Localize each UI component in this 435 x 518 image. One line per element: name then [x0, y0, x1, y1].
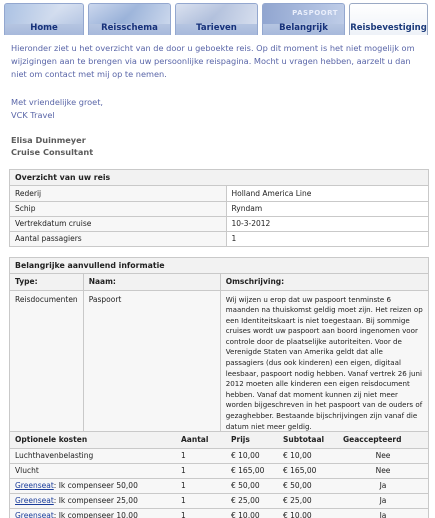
- cost-subtotal: € 25,00: [278, 493, 338, 508]
- cost-item-cell: [10, 508, 176, 518]
- consultant-name: Elisa Duinmeyer: [11, 135, 86, 145]
- costs-header-subtotal: Subtotaal: [278, 432, 338, 448]
- overview-value: Holland America Line: [226, 186, 428, 201]
- info-table: [10, 274, 428, 435]
- tab-reisbevestiging[interactable]: [349, 3, 428, 35]
- tab-photo: [5, 4, 83, 24]
- cost-item: : Ik compenseer 10,00: [53, 511, 138, 518]
- tab-tarieven[interactable]: [175, 3, 258, 35]
- table-row: [10, 216, 428, 231]
- overview-label: Rederij: [10, 186, 226, 201]
- info-header-desc: Omschrijving:: [220, 274, 428, 290]
- table-row: [10, 186, 428, 201]
- cost-subtotal: € 10,00: [278, 508, 338, 518]
- cost-price: € 25,00: [226, 493, 278, 508]
- cost-qty: 1: [176, 478, 226, 493]
- overview-table: [10, 186, 428, 246]
- info-section: [9, 257, 429, 436]
- table-row: [10, 201, 428, 216]
- overview-label: Aantal passagiers: [10, 231, 226, 246]
- costs-header-item: Optionele kosten: [10, 432, 176, 448]
- costs-header-accepted: Geaccepteerd: [338, 432, 428, 448]
- costs-header-price: Prijs: [226, 432, 278, 448]
- overview-title: Overzicht van uw reis: [10, 170, 428, 186]
- table-row: [10, 508, 428, 518]
- greeting-line: Met vriendelijke groet,: [11, 97, 104, 107]
- overview-value: 10-3-2012: [226, 216, 428, 231]
- intro-text: Hieronder ziet u het overzicht van de door u geboekte reis. Op dit moment is het niet mogelijk om wijzigingen aan te brengen via uw persoonlijke reispagina. Mocht u vragen hebben, aarzelt u dan niet om contact met mij op te nemen.: [11, 43, 415, 79]
- table-row: [10, 448, 428, 463]
- table-header-row: [10, 432, 428, 448]
- tab-reisschema[interactable]: [88, 3, 171, 35]
- signature: [11, 134, 93, 158]
- cost-item: : Ik compenseer 50,00: [53, 481, 138, 490]
- company-name: VCK Travel: [11, 110, 55, 120]
- tab-belangrijk-label: Belangrijk: [279, 23, 328, 33]
- info-header-name: Naam:: [83, 274, 220, 290]
- table-row: [10, 290, 428, 435]
- cost-subtotal: € 50,00: [278, 478, 338, 493]
- cost-price: € 10,00: [226, 448, 278, 463]
- table-row: [10, 478, 428, 493]
- greenseat-link[interactable]: Greenseat: [15, 481, 54, 490]
- cost-item-cell: [10, 478, 176, 493]
- tab-home-label: Home: [30, 23, 58, 33]
- info-description: Wij wijzen u erop dat uw paspoort tenminste 6 maanden na thuiskomst geldig moet zijn. Het reizen op een Identiteitskaart is niet toegestaan. Bij sommige cruises wordt uw paspoort aan boord ingenomen voor controle door de plaatselijke autoriteiten. Voor de Verenigde Staten van Amerika geldt dat alle passagiers (dus ook kinderen) een eigen, digitaal leesbaar, paspoort nodig hebben. Vanaf vertrek 26 juni 2012 moeten alle kinderen een eigen reisdocument hebben. Vanaf dat moment kunnen zij niet meer worden bijgeschreven in het paspoort van de ouders of gezaghebber. Bestaande bijschrijvingen zijn vanaf die datum niet meer geldig.: [220, 290, 428, 435]
- overview-label: Schip: [10, 201, 226, 216]
- cost-item: Vlucht: [10, 463, 176, 478]
- tab-photo-text: PASPOORT: [292, 9, 338, 17]
- table-header-row: [10, 274, 428, 290]
- cost-accepted: Nee: [338, 448, 428, 463]
- greenseat-link[interactable]: Greenseat: [15, 511, 54, 518]
- cost-qty: 1: [176, 493, 226, 508]
- table-row: [10, 463, 428, 478]
- main-nav-tabs: [4, 3, 430, 35]
- info-type: Reisdocumenten: [10, 290, 83, 435]
- overview-value: 1: [226, 231, 428, 246]
- cost-price: € 50,00: [226, 478, 278, 493]
- greenseat-link[interactable]: Greenseat: [15, 496, 54, 505]
- tab-photo: [176, 4, 257, 24]
- tab-reisbevestiging-label: Reisbevestiging: [350, 23, 427, 33]
- consultant-role: Cruise Consultant: [11, 147, 94, 157]
- costs-header-qty: Aantal: [176, 432, 226, 448]
- cost-item: : Ik compenseer 25,00: [53, 496, 138, 505]
- table-row: [10, 231, 428, 246]
- cost-accepted: Nee: [338, 463, 428, 478]
- cost-accepted: Ja: [338, 493, 428, 508]
- greeting: [11, 96, 103, 122]
- cost-accepted: Ja: [338, 508, 428, 518]
- info-name: Paspoort: [83, 290, 220, 435]
- overview-section: [9, 169, 429, 247]
- cost-item-cell: [10, 493, 176, 508]
- costs-section: [9, 431, 429, 518]
- cost-qty: 1: [176, 448, 226, 463]
- costs-table: [10, 432, 428, 518]
- overview-value: Ryndam: [226, 201, 428, 216]
- tab-home[interactable]: [4, 3, 84, 35]
- cost-qty: 1: [176, 463, 226, 478]
- tab-reisschema-label: Reisschema: [101, 23, 158, 33]
- tab-belangrijk[interactable]: [262, 3, 345, 35]
- tab-photo: [89, 4, 170, 24]
- tab-tarieven-label: Tarieven: [196, 23, 237, 33]
- info-header-type: Type:: [10, 274, 83, 290]
- table-row: [10, 493, 428, 508]
- overview-label: Vertrekdatum cruise: [10, 216, 226, 231]
- cost-subtotal: € 165,00: [278, 463, 338, 478]
- cost-price: € 10,00: [226, 508, 278, 518]
- cost-qty: 1: [176, 508, 226, 518]
- cost-price: € 165,00: [226, 463, 278, 478]
- cost-item: Luchthavenbelasting: [10, 448, 176, 463]
- cost-subtotal: € 10,00: [278, 448, 338, 463]
- cost-accepted: Ja: [338, 478, 428, 493]
- info-title: Belangrijke aanvullend informatie: [10, 258, 428, 274]
